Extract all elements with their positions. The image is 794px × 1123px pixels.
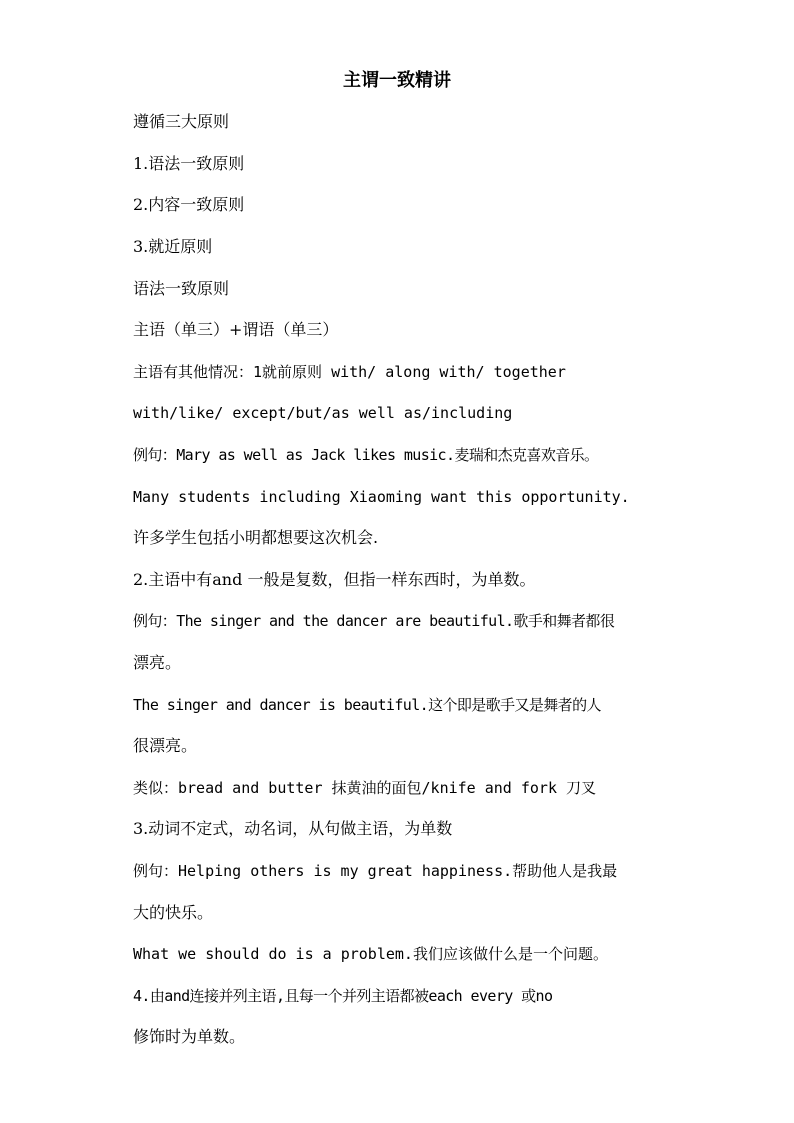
text-line: 1.语法一致原则 [133,154,245,173]
text-line: Many students including Xiaoming want this opportunity. [133,488,630,506]
text-line: 2.主语中有and 一般是复数，但指一样东西时，为单数。 [133,570,536,589]
text-line: 修饰时为单数。 [133,1027,246,1046]
text-line: 大的快乐。 [133,903,214,922]
text-line: 许多学生包括小明都想要这次机会. [133,528,379,547]
text-line: 例句：Mary as well as Jack likes music.麦瑞和杰克喜欢音乐。 [133,446,599,464]
text-line: 语法一致原则 [133,279,230,298]
text-line: 例句：The singer and the dancer are beautiful.歌手和舞者都很 [133,612,615,630]
text-line: 例句：Helping others is my great happiness.帮助他人是我最 [133,862,618,880]
text-line: 2.内容一致原则 [133,195,245,214]
text-line: 类似：bread and butter 抹黄油的面包/knife and fork 刀叉 [133,779,597,797]
text-line: 很漂亮。 [133,736,198,755]
page-title: 主谓一致精讲 [343,70,451,91]
text-line: with/like/ except/but/as well as/including [133,404,513,422]
text-line: 主语（单三）+谓语（单三） [133,320,339,339]
text-line: 漂亮。 [133,653,182,672]
text-line: 3.就近原则 [133,237,213,256]
text-line: 主语有其他情况：1就前原则 with/ along with/ together [133,363,566,381]
text-line: 3.动词不定式，动名词，从句做主语，为单数 [133,819,453,838]
text-line: The singer and dancer is beautiful.这个即是歌手又是舞者的人 [133,696,601,714]
text-line: 遵循三大原则 [133,112,230,131]
text-line: 4.由and连接并列主语,且每一个并列主语都被each every 或no [133,987,553,1005]
text-line: What we should do is a problem.我们应该做什么是一个问题。 [133,945,608,963]
